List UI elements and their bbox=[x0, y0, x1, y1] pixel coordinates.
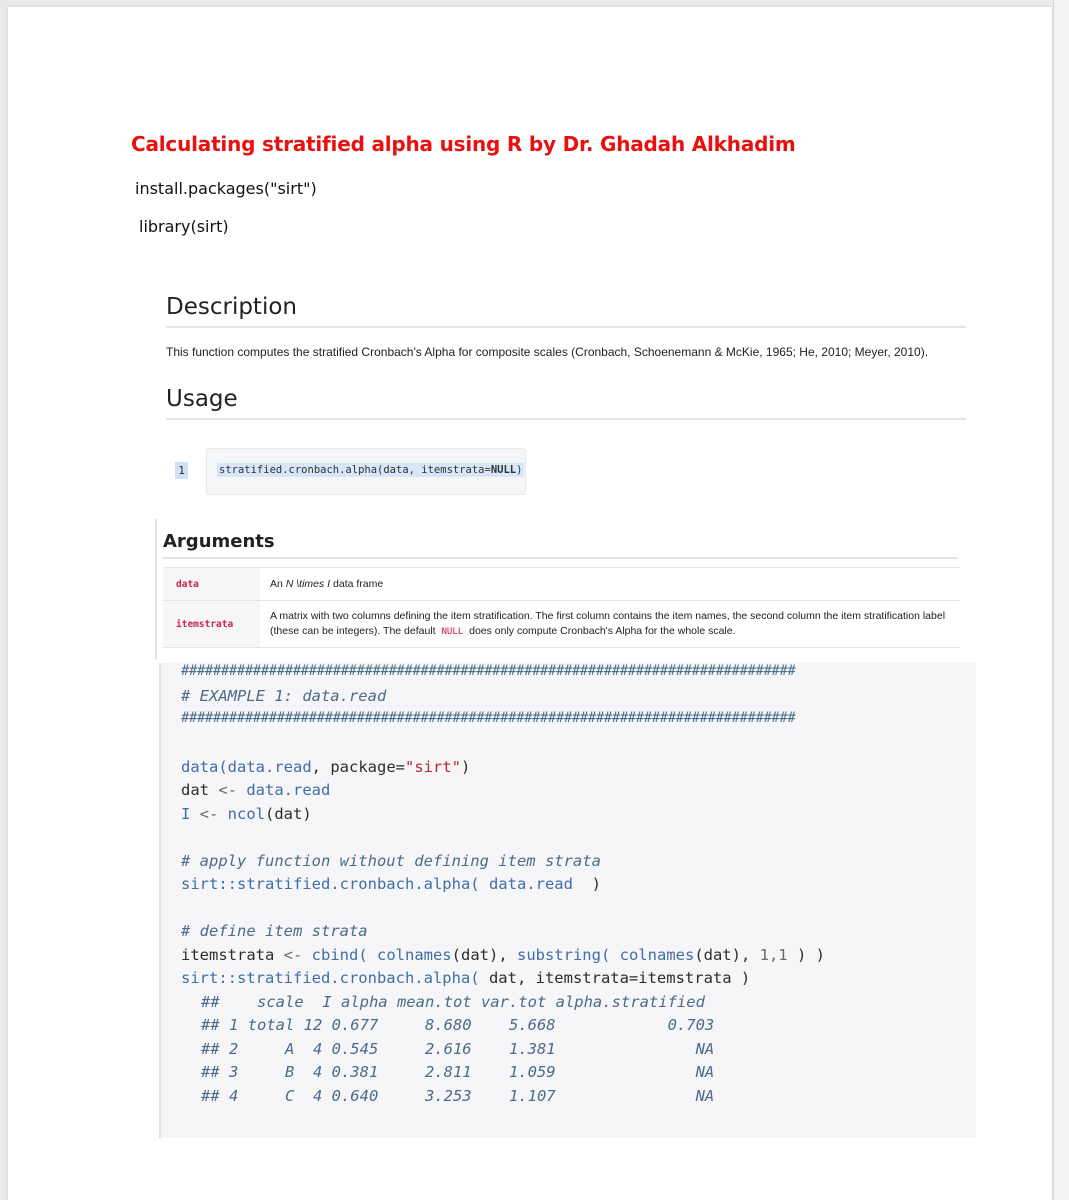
argument-description bbox=[260, 568, 961, 601]
example-code-block bbox=[159, 663, 976, 1138]
argument-description bbox=[260, 601, 961, 648]
argument-desc-part: does only compute Cronbach's Alpha for the whole scale. bbox=[466, 624, 736, 637]
code-token-text: itemstrata bbox=[181, 946, 275, 964]
code-token-fn: ncol bbox=[227, 805, 265, 823]
code-output-header: ## scale I alpha mean.tot var.tot alpha.stratified bbox=[201, 993, 705, 1011]
argument-row bbox=[163, 568, 961, 601]
argument-desc-part: An bbox=[270, 577, 286, 590]
argument-desc-null: NULL bbox=[439, 627, 467, 637]
code-token-text: ) ) bbox=[787, 946, 825, 964]
code-token-fn: data.read bbox=[246, 781, 331, 799]
code-token-text: (dat) bbox=[265, 805, 312, 823]
document-page bbox=[8, 7, 1052, 1200]
argument-desc-part: A matrix with two columns defining the item stratification. The first column contains the item names, the second column the item stratification label (these can be integers). The default bbox=[270, 609, 946, 637]
usage-code-suffix: ) bbox=[516, 464, 523, 476]
description-text: This function computes the stratified Cronbach's Alpha for composite scales (Cronbach, Schoenemann & McKie, 1965; He, 2010; Meyer, 2010). bbox=[166, 345, 929, 359]
code-token-text: , package= bbox=[311, 758, 405, 776]
code-line-dat bbox=[181, 781, 330, 799]
usage-code-box bbox=[206, 448, 526, 495]
argument-desc-math: N \times I bbox=[285, 577, 331, 590]
usage-code-null: NULL bbox=[490, 464, 517, 476]
code-line-data bbox=[181, 758, 470, 776]
install-line: install.packages("sirt") bbox=[135, 179, 317, 198]
code-token-text: ) bbox=[572, 875, 601, 893]
code-token-fn: cbind( bbox=[311, 946, 368, 964]
usage-code bbox=[217, 463, 524, 477]
code-output-row: ## 3 B 4 0.381 2.811 1.059 NA bbox=[201, 1063, 715, 1081]
arguments-table bbox=[163, 567, 961, 648]
code-token-fn: sirt::stratified.cronbach.alpha( bbox=[181, 969, 480, 987]
code-token-op: <- bbox=[274, 946, 312, 964]
code-token-fn: data( bbox=[181, 758, 228, 776]
code-line-strata bbox=[181, 946, 825, 964]
code-token-arg: data.read bbox=[227, 758, 312, 776]
code-token-number: 1,1 bbox=[759, 946, 788, 964]
code-token-arg: data.read bbox=[479, 875, 573, 893]
code-token-op: <- bbox=[190, 805, 228, 823]
usage-code-prefix: stratified.cronbach.alpha(data, itemstrata= bbox=[219, 464, 491, 476]
code-token-op: <- bbox=[209, 781, 247, 799]
code-token-text: dat, itemstrata=itemstrata ) bbox=[479, 969, 751, 987]
code-hash-line: ############################################################################# bbox=[181, 663, 796, 679]
code-output-row: ## 4 C 4 0.640 3.253 1.107 NA bbox=[201, 1087, 715, 1105]
argument-row bbox=[163, 601, 961, 648]
usage-divider bbox=[166, 418, 966, 420]
arguments-heading: Arguments bbox=[163, 531, 275, 552]
usage-line-number: 1 bbox=[175, 462, 188, 479]
code-line-apply bbox=[181, 875, 601, 893]
code-token-text: ) bbox=[461, 758, 471, 776]
code-token-text: (dat), bbox=[451, 946, 517, 964]
code-comment-apply: # apply function without defining item strata bbox=[181, 852, 601, 870]
code-example-comment: # EXAMPLE 1: data.read bbox=[181, 687, 387, 705]
arguments-left-bar bbox=[155, 519, 157, 659]
code-comment-define: # define item strata bbox=[181, 922, 368, 940]
code-token-fn: I bbox=[181, 805, 191, 823]
code-token-fn: colnames bbox=[610, 946, 695, 964]
code-token-string: "sirt" bbox=[405, 758, 461, 776]
arguments-divider bbox=[163, 557, 958, 559]
code-line-call bbox=[181, 969, 750, 987]
argument-name: data bbox=[163, 568, 260, 601]
description-divider bbox=[166, 326, 966, 328]
code-token-fn: sirt::stratified.cronbach.alpha( bbox=[181, 875, 480, 893]
argument-name: itemstrata bbox=[163, 601, 260, 648]
right-scroll-gutter[interactable] bbox=[1053, 0, 1069, 1200]
code-token-text: dat bbox=[181, 781, 209, 799]
code-token-fn: colnames bbox=[367, 946, 452, 964]
description-heading: Description bbox=[166, 294, 297, 320]
code-hash-line: ############################################################################# bbox=[181, 710, 796, 726]
document-title: Calculating stratified alpha using R by Dr. Ghadah Alkhadim bbox=[131, 132, 796, 156]
usage-heading: Usage bbox=[166, 386, 238, 412]
library-line: library(sirt) bbox=[139, 217, 229, 236]
code-token-text: (dat), bbox=[694, 946, 760, 964]
code-token-fn: substring( bbox=[516, 946, 611, 964]
argument-desc-part: data frame bbox=[330, 577, 384, 590]
code-output-row: ## 2 A 4 0.545 2.616 1.381 NA bbox=[201, 1040, 715, 1058]
code-output-row: ## 1 total 12 0.677 8.680 5.668 0.703 bbox=[201, 1016, 715, 1034]
code-line-I bbox=[181, 805, 312, 823]
